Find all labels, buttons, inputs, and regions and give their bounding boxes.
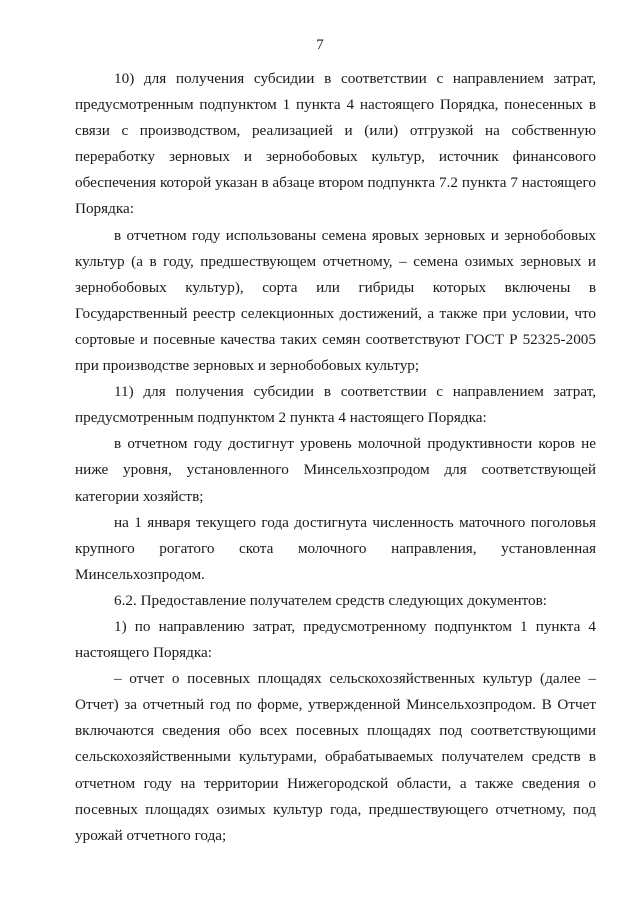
page-number: 7 (316, 37, 324, 53)
document-body (75, 66, 596, 849)
paragraph-item-10: 10) для получения субсидии в соответствии с направлением затрат, предусмотренным подпунктом 1 пункта 4 настоящего Порядка, понесенных в связи с производством, реализацией и (или) отгрузкой на собственную переработку зерновых и зернобобовых культур, источник финансового обеспечения которой указан в абзаце втором подпункта 7.2 пункта 7 настоящего Порядка: (75, 70, 596, 218)
paragraph-subitem-1: 1) по направлению затрат, предусмотренному подпунктом 1 пункта 4 настоящего Порядка: (75, 617, 596, 662)
paragraph-6-2: 6.2. Предоставление получателем средств следующих документов: (114, 591, 548, 609)
paragraph-seeds-condition: в отчетном году использованы семена яровых зерновых и зернобобовых культур (а в году, предшествующем отчетному, – семена озимых зерновых и зернобобовых культур), сорта или гибриды которых включены в Государственный реестр селекционных достижений, а также при условии, что сортовые и посевные качества таких семян соответствуют ГОСТ Р 52325-2005 при производстве зерновых и зернобобовых культур; (75, 226, 596, 375)
paragraph-milk-productivity: в отчетном году достигнут уровень молочной продуктивности коров не ниже уровня, установленного Минсельхозпродом для соответствующей категории хозяйств; (75, 435, 596, 505)
paragraph-livestock-count: на 1 января текущего года достигнута численность маточного поголовья крупного рогатого скота молочного направления, установленная Минсельхозпродом. (75, 513, 596, 583)
paragraph-item-11: 11) для получения субсидии в соответствии с направлением затрат, предусмотренным подпунктом 2 пункта 4 настоящего Порядка: (75, 383, 596, 427)
paragraph-report-description: – отчет о посевных площадях сельскохозяйственных культур (далее – Отчет) за отчетный год по форме, утвержденной Минсельхозпродом. В Отчет включаются сведения обо всех посевных площадях под соответствующими сельскохозяйственными культурами, обрабатываемых получателем средств в отчетном году на территории Нижегородской области, а также сведения о посевных площадях озимых культур года, предшествующего отчетному, под урожай отчетного года; (75, 670, 596, 844)
